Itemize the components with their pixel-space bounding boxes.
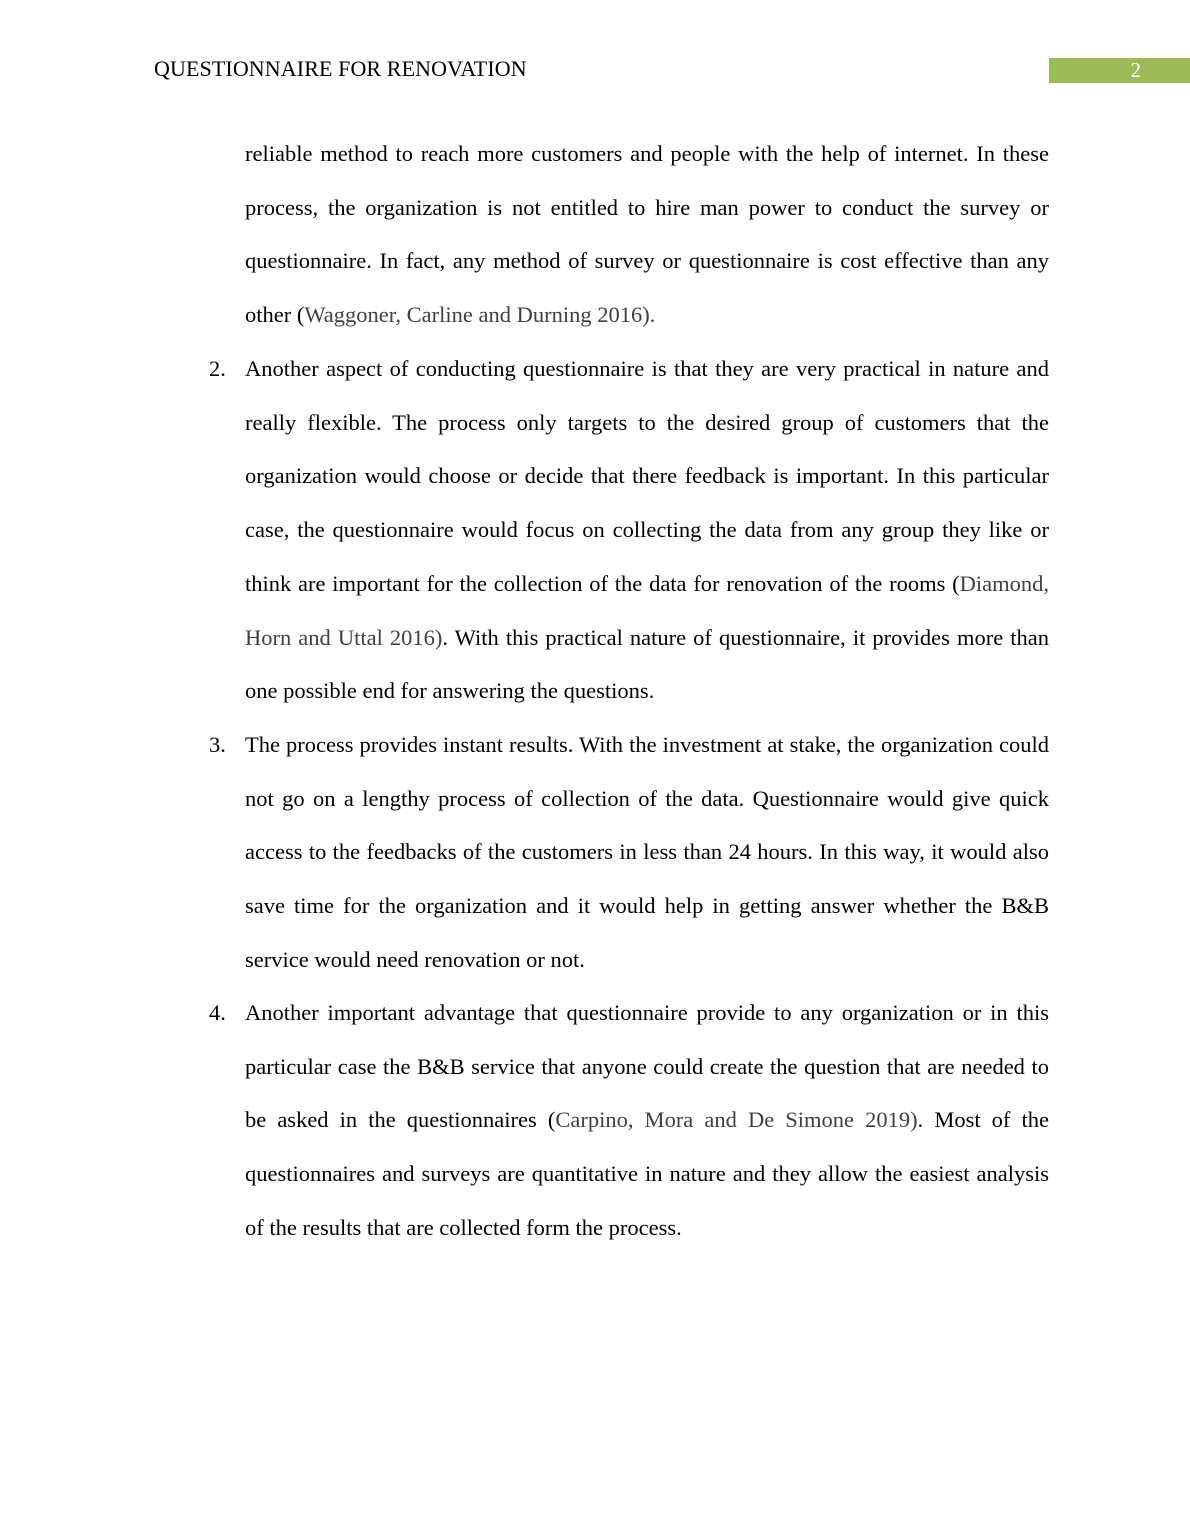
paragraph-text: Another aspect of conducting questionnaire is that they are very practical in nature and really flexible. The process only targets to the desired group of customers that the organization would choose or decide that there feedback is important. In this particular case, the questionnaire would focus on collecting the data from any group they like or think are important for the collection of the data for renovation of the rooms (: [245, 356, 1049, 596]
citation: Diamond, Horn and Uttal 2016): [245, 570, 1049, 650]
running-head: QUESTIONNAIRE FOR RENOVATION: [154, 56, 527, 81]
page-number: 2: [1130, 58, 1141, 82]
paragraph-text-after: . With this practical nature of questionnaire, it provides more than one possible end for answering the questions.: [245, 624, 1049, 704]
page-number-badge: [1049, 58, 1190, 83]
paragraph-text-after: . Most of the questionnaires and surveys are quantitative in nature and they allow the easiest analysis of the results that are collected form the process.: [245, 1107, 1049, 1240]
list-number: 4.: [209, 1000, 226, 1025]
paragraph-text: Another important advantage that questionnaire provide to any organization or in this particular case the B&B service that anyone could create the question that are needed to be asked in the questionnaires (: [245, 1000, 1049, 1133]
list-item: [245, 718, 1049, 987]
continuation-paragraph: [245, 127, 1049, 342]
paragraph-text: reliable method to reach more customers and people with the help of internet. In these process, the organization is not entitled to hire man power to conduct the survey or questionnaire. In fact, any method of survey or questionnaire is cost effective than any other (: [245, 141, 1049, 328]
citation: Waggoner, Carline and Durning 2016).: [304, 302, 656, 328]
list-number: 2.: [209, 356, 226, 381]
list-number: 3.: [209, 732, 226, 757]
list-item: [245, 342, 1049, 718]
citation: Carpino, Mora and De Simone 2019): [555, 1107, 918, 1133]
list-item: [245, 986, 1049, 1255]
paragraph-text: The process provides instant results. With the investment at stake, the organization could not go on a lengthy process of collection of the data. Questionnaire would give quick access to the feedbacks of the customers in less than 24 hours. In this way, it would also save time for the organization and it would help in getting answer whether the B&B service would need renovation or not.: [245, 732, 1049, 972]
